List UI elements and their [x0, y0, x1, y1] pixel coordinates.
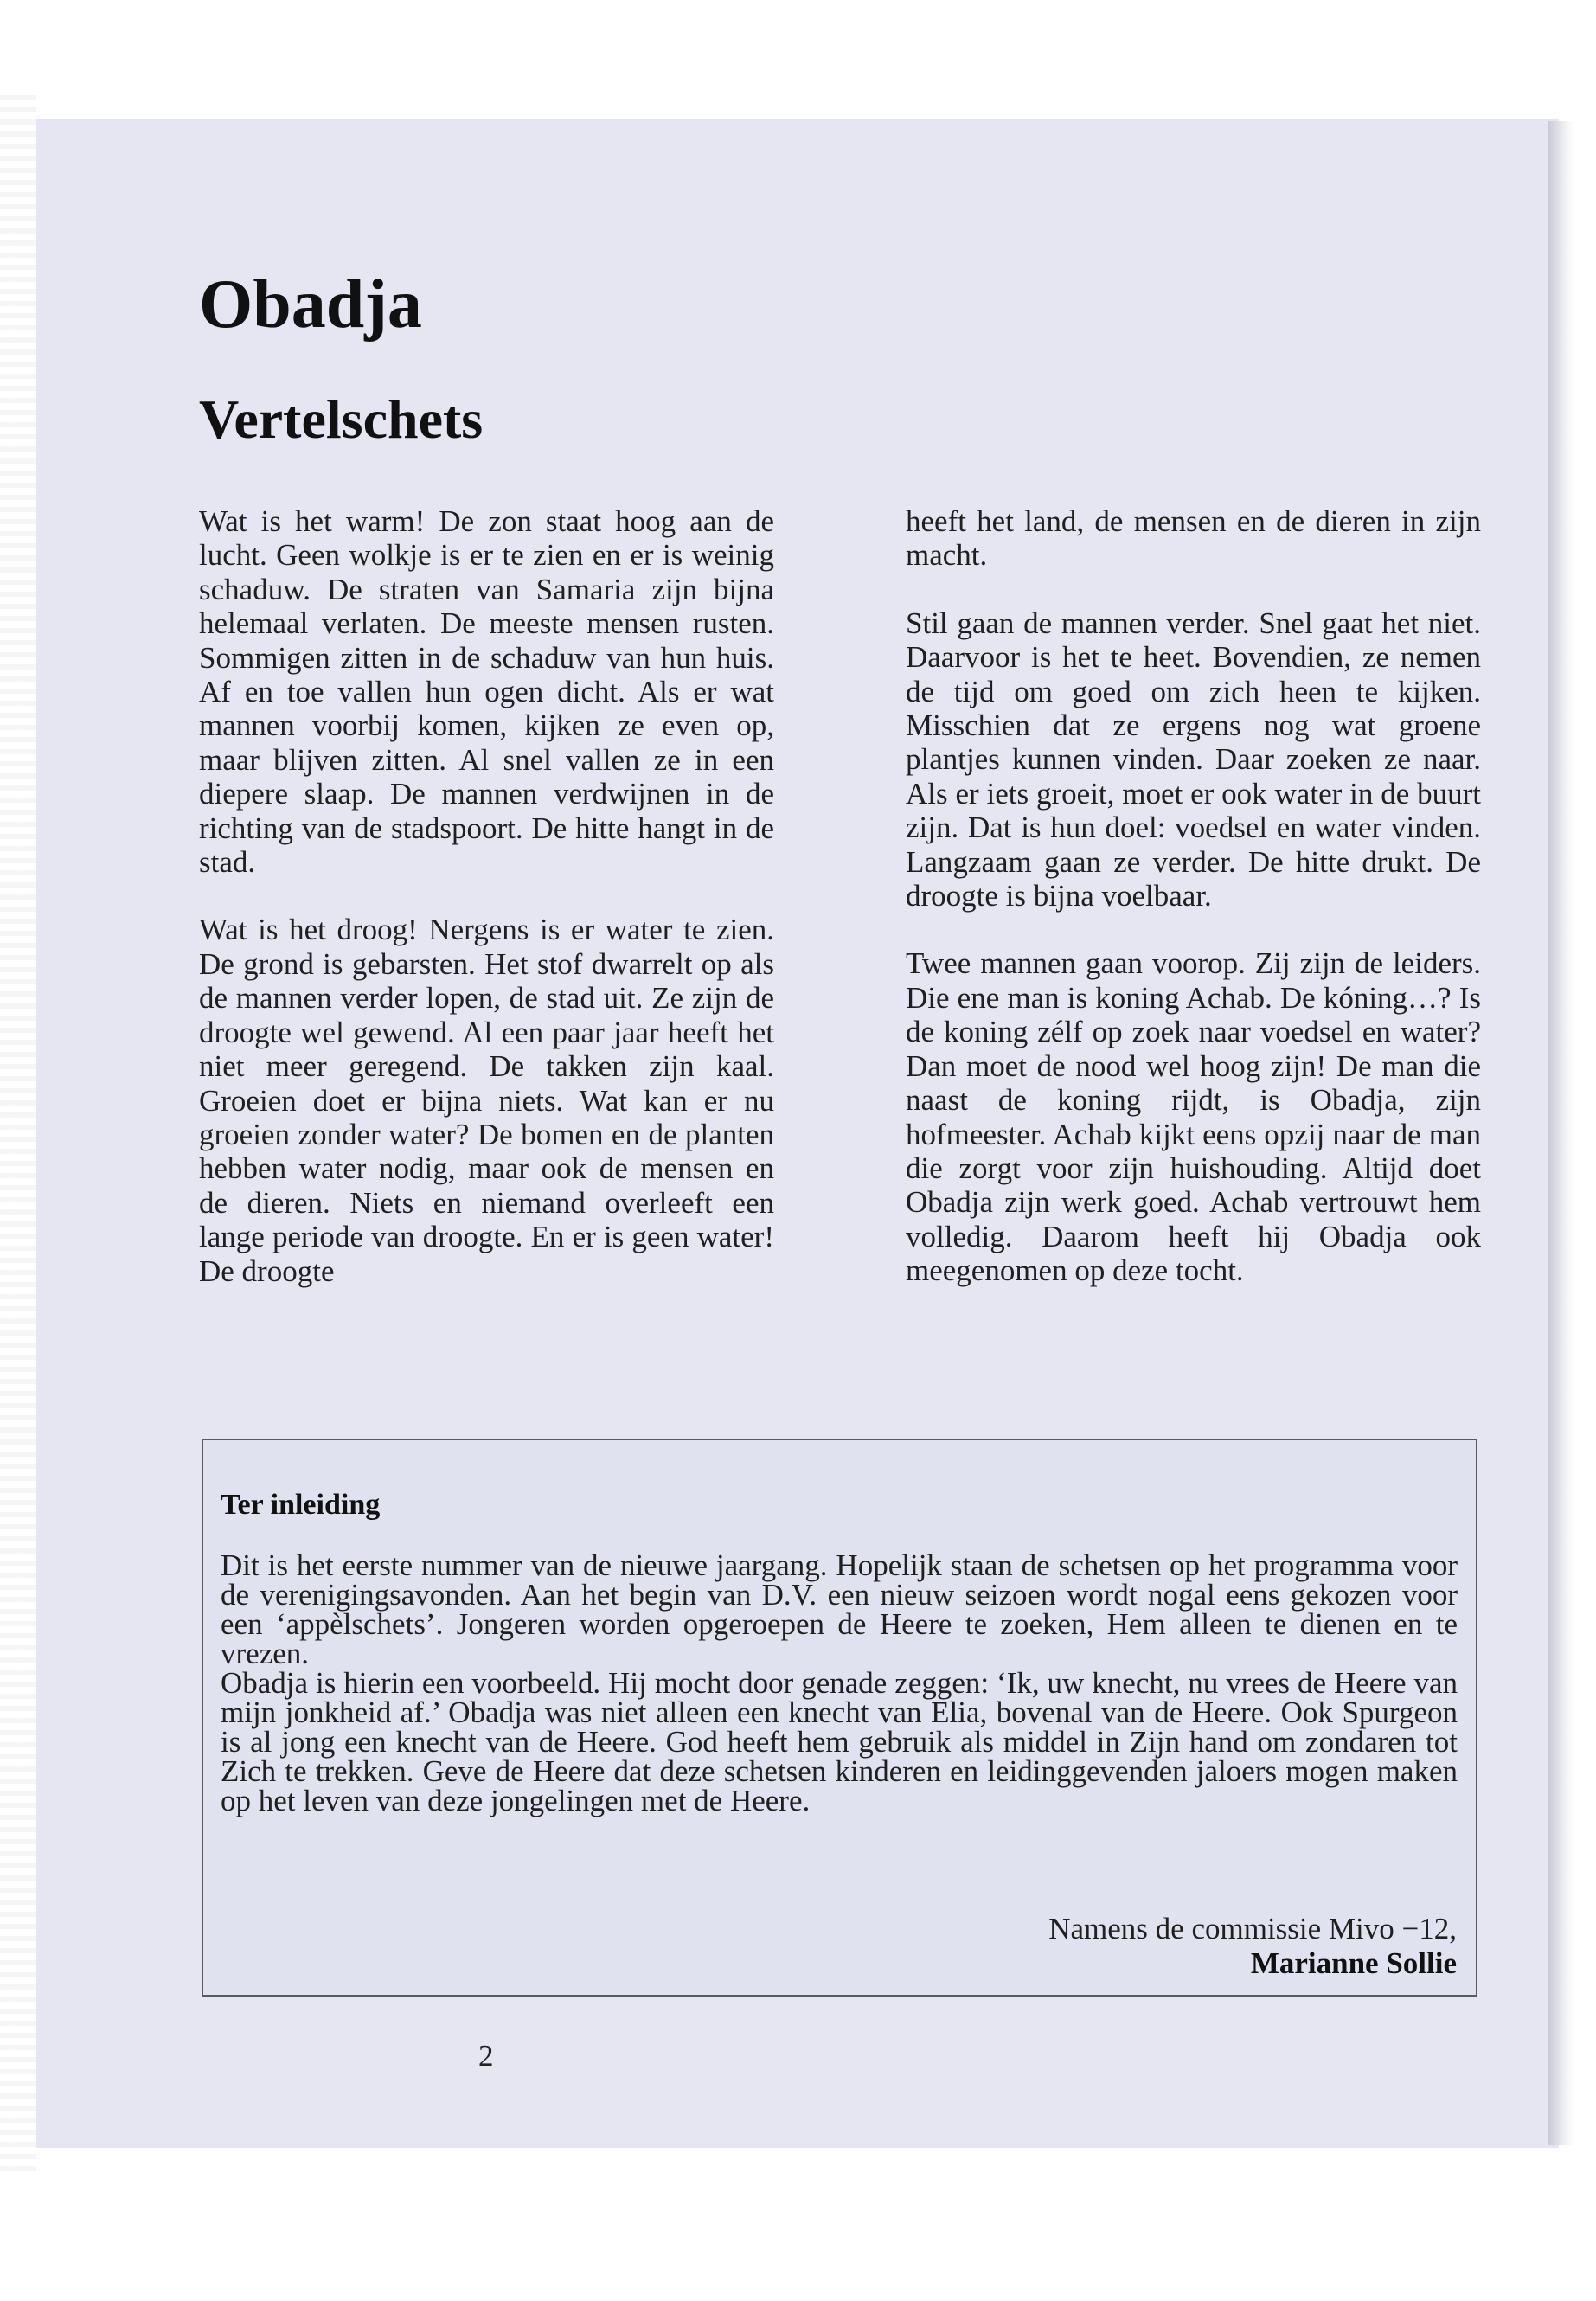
intro-heading: Ter inleiding	[221, 1489, 381, 1521]
intro-paragraph: Obadja is hierin een voorbeeld. Hij mocht door genade zeggen: ‘Ik, uw knecht, nu vrees de Heere van mijn jonkheid af.’ Obadja was niet alleen een knecht van Elia, bovenal van de Heere. Ook Spurgeon is al jong een knecht van de Heere. God heeft hem gebruik als middel in Zijn hand om zondaren tot Zich te trekken. Geve de Heere dat deze schetsen kinderen en leidinggevenden jaloers mogen maken op het leven van deze jongelingen met de Heere.	[221, 1666, 1458, 1817]
paragraph: Stil gaan de mannen verder. Snel gaat het niet. Daarvoor is het te heet. Bovendien, ze nemen de tijd om goed om zich heen te kijken. Misschien dat ze ergens nog wat groene plantjes kunnen vinden. Daar zoeken ze naar. Als er iets groeit, moet er ook water in de buurt zijn. Dat is hun doel: voedsel en water vinden. Langzaam gaan ze verder. De hitte drukt. De droogte is bijna voelbaar.	[906, 606, 1481, 913]
intro-body	[221, 1548, 1458, 1817]
signature	[1048, 1912, 1457, 1981]
page-title: Obadja	[199, 266, 422, 343]
signature-name: Marianne Sollie	[1250, 1946, 1457, 1980]
paragraph: Wat is het droog! Nergens is er water te zien. De grond is gebarsten. Het stof dwarrelt op als de mannen verder lopen, de stad uit. Ze zijn de droogte wel gewend. Al een paar jaar heeft het niet meer geregend. De takken zijn kaal. Groeien doet er bijna niets. Wat kan er nu groeien zonder water? De bomen en de planten hebben water nodig, maar ook de mensen en de dieren. Niets en niemand overleeft een lange periode van droogte. En er is geen water! De droogte	[199, 913, 774, 1288]
signature-line: Namens de commissie Mivo −12,	[1048, 1912, 1457, 1945]
paragraph: Wat is het warm! De zon staat hoog aan de lucht. Geen wolkje is er te zien en er is weinig schaduw. De straten van Samaria zijn bijna helemaal verlaten. De meeste mensen rusten. Sommigen zitten in de schaduw van hun huis. Af en toe vallen hun ogen dicht. Als er wat mannen voorbij komen, kijken ze even op, maar blijven zitten. Al snel vallen ze in een diepere slaap. De mannen verdwijnen in de richting van de stadspoort. De hitte hangt in de stad.	[199, 504, 774, 880]
page-edge-shadow	[1548, 121, 1574, 2145]
page-number: 2	[478, 2039, 494, 2073]
intro-box	[202, 1439, 1477, 1997]
paragraph: heeft het land, de mensen en de dieren in zijn macht.	[906, 504, 1481, 573]
intro-paragraph: Dit is het eerste nummer van de nieuwe jaargang. Hopelijk staan de schetsen op het programma voor de verenigingsavonden. Aan het begin van D.V. een nieuw seizoen wordt nogal eens gekozen voor een ‘appèlschets’. Jongeren worden opgeroepen de Heere te zoeken, Hem alleen te dienen en te vrezen.	[221, 1548, 1458, 1670]
left-column	[199, 504, 774, 1322]
page-subtitle: Vertelschets	[199, 388, 484, 450]
scan-margin	[0, 95, 36, 2171]
right-column	[906, 504, 1481, 1322]
paragraph: Twee mannen gaan voorop. Zij zijn de leiders. Die ene man is koning Achab. De kóning…? Is de koning zélf op zoek naar voedsel en water? Dan moet de nood wel hoog zijn! De man die naast de koning rijdt, is Obadja, zijn hofmeester. Achab kijkt eens opzij naar de man die zorgt voor zijn huishouding. Altijd doet Obadja zijn werk goed. Achab vertrouwt hem volledig. Daarom heeft hij Obadja ook meegenomen op deze tocht.	[906, 946, 1481, 1288]
